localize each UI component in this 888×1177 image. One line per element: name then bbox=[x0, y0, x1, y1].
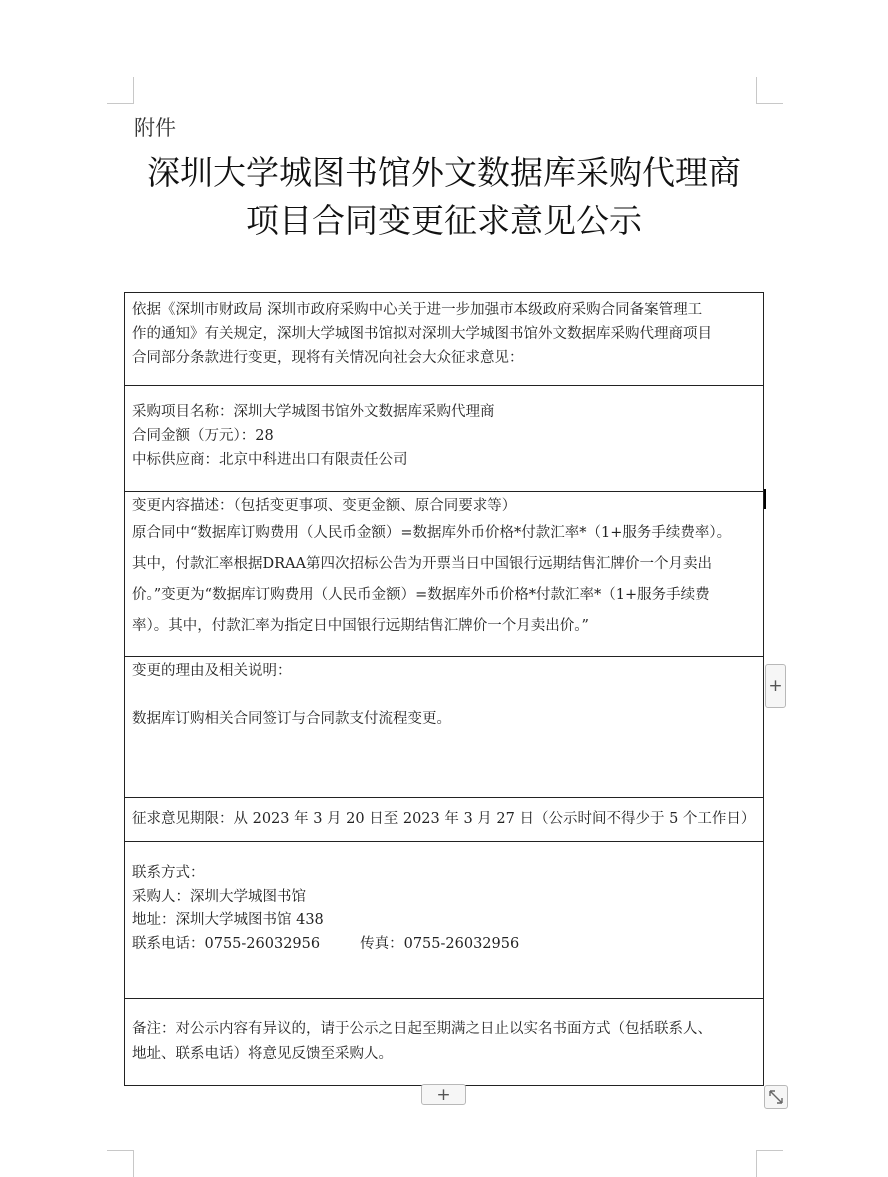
reason-heading: 变更的理由及相关说明： bbox=[132, 663, 292, 679]
phone: 联系电话：0755-26032956 bbox=[132, 935, 321, 952]
change-line: 其中，付款汇率根据DRAA第四次招标公告为开票当日中国银行远期结售汇牌价一个月卖出 bbox=[132, 556, 712, 572]
project-name: 采购项目名称：深圳大学城图书馆外文数据库采购代理商 bbox=[132, 404, 495, 420]
comment-period-text: 征求意见期限：从 2023 年 3 月 20 日至 2023 年 3 月 27 日（公示时间不得少于 5 个工作日） bbox=[132, 811, 756, 827]
winning-supplier: 中标供应商：北京中科进出口有限责任公司 bbox=[132, 452, 408, 468]
contact-heading: 联系方式： bbox=[132, 865, 205, 881]
phone-fax-line bbox=[132, 933, 756, 957]
change-line: 价。”变更为“数据库订购费用（人民币金额）=数据库外币价格*付款汇率*（1+服务手续费 bbox=[132, 587, 710, 603]
add-column-button[interactable]: + bbox=[765, 664, 786, 708]
change-line: 率）。其中，付款汇率为指定日中国银行远期结售汇牌价一个月卖出价。” bbox=[132, 618, 589, 634]
project-info-cell[interactable] bbox=[125, 385, 763, 491]
text-cursor bbox=[764, 489, 766, 509]
intro-cell[interactable] bbox=[125, 293, 763, 385]
note-line: 备注：对公示内容有异议的，请于公示之日起至期满之日止以实名书面方式（包括联系人、 bbox=[132, 1021, 712, 1037]
table-resize-button[interactable] bbox=[764, 1085, 788, 1109]
crop-mark-top-right bbox=[756, 77, 783, 104]
purchaser: 采购人：深圳大学城图书馆 bbox=[132, 888, 306, 905]
intro-line: 合同部分条款进行变更，现将有关情况向社会大众征求意见： bbox=[132, 350, 524, 366]
fax: 传真：0755-26032956 bbox=[360, 935, 520, 952]
contract-amount: 合同金额（万元）：28 bbox=[132, 428, 274, 444]
resize-arrows-icon bbox=[765, 1086, 787, 1108]
note-cell[interactable] bbox=[125, 998, 763, 1085]
crop-mark-top-left bbox=[107, 77, 134, 104]
intro-line: 依据《深圳市财政局 深圳市政府采购中心关于进一步加强市本级政府采购合同备案管理工 bbox=[132, 302, 703, 318]
reason-text: 数据库订购相关合同签订与合同款支付流程变更。 bbox=[132, 711, 451, 727]
document-title-line1: 深圳大学城图书馆外文数据库采购代理商 bbox=[147, 153, 741, 192]
crop-mark-bottom-right bbox=[756, 1150, 783, 1177]
crop-mark-bottom-left bbox=[107, 1150, 134, 1177]
comment-period-cell[interactable] bbox=[125, 797, 763, 841]
attachment-label: 附件 bbox=[134, 116, 176, 140]
contact-cell[interactable] bbox=[125, 841, 763, 998]
change-line: 原合同中“数据库订购费用（人民币金额）=数据库外币价格*付款汇率*（1+服务手续费率）。 bbox=[132, 525, 732, 541]
intro-line: 作的通知》有关规定，深圳大学城图书馆拟对深圳大学城图书馆外文数据库采购代理商项目 bbox=[132, 326, 712, 342]
document-title-line2: 项目合同变更征求意见公示 bbox=[246, 201, 642, 240]
add-row-button[interactable]: + bbox=[421, 1084, 466, 1105]
notice-table bbox=[124, 292, 764, 1086]
address: 地址：深圳大学城图书馆 438 bbox=[132, 912, 324, 928]
reason-cell[interactable] bbox=[125, 656, 763, 797]
change-description-cell[interactable] bbox=[125, 491, 763, 656]
note-line: 地址、联系电话）将意见反馈至采购人。 bbox=[132, 1046, 393, 1062]
change-heading: 变更内容描述：（包括变更事项、变更金额、原合同要求等） bbox=[132, 498, 517, 514]
